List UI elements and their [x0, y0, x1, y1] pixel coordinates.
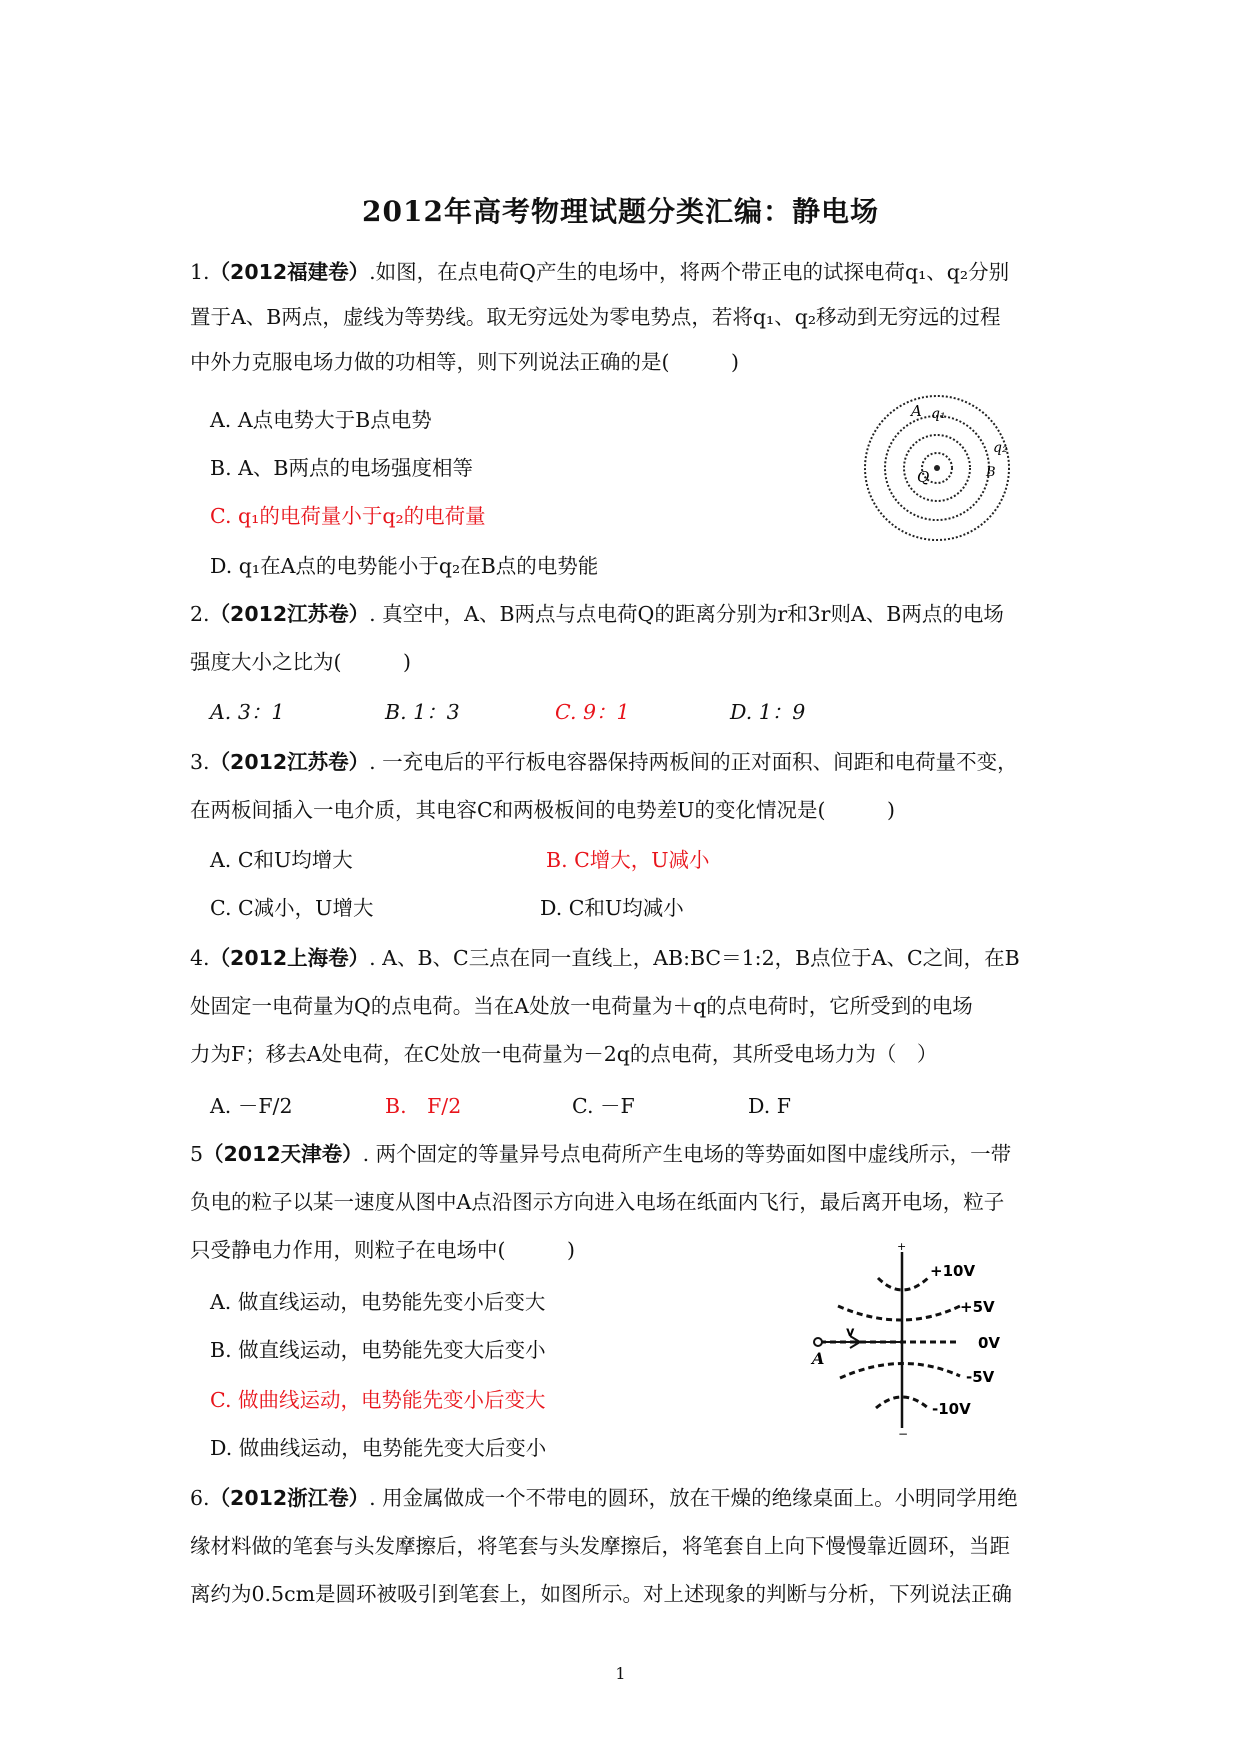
q1-line-2: 置于A、B两点，虚线为等势线。取无穷远处为零电势点，若将q₁、q₂移动到无穷远的过程: [190, 305, 1001, 329]
q5-minus-sign: −: [898, 1427, 909, 1440]
q3-option-a: A. C和U均增大: [210, 848, 353, 872]
q1-label-b: B: [986, 465, 996, 480]
q1-option-c: C. q₁的电荷量小于q₂的电荷量: [210, 504, 486, 528]
q5-line-1: [190, 1140, 1011, 1168]
q3-line-1: [190, 748, 1018, 776]
q2-option-b: B. 1：3: [385, 700, 460, 724]
page-title: 2012年高考物理试题分类汇编：静电场: [362, 195, 879, 228]
q3-stem-1: . 一充电后的平行板电容器保持两板间的正对面积、间距和电荷量不变，: [369, 750, 1018, 774]
q6-line-1: [190, 1484, 1018, 1512]
q3-option-c: C. C减小，U增大: [210, 896, 374, 920]
q6-line-3: 离约为0.5cm是圆环被吸引到笔套上，如图所示。对上述现象的判断与分析，下列说法正确: [190, 1582, 1013, 1606]
q5-label-plus5v: +5V: [960, 1298, 995, 1316]
q2-line-2: 强度大小之比为( ): [190, 650, 411, 674]
q1-equipotential-figure: [855, 390, 1020, 545]
q1-line-1: [190, 258, 1009, 286]
q1-label-q1: q₁: [931, 406, 946, 422]
q4-option-b: B. F/2: [385, 1094, 462, 1118]
q3-source: （2012江苏卷）: [209, 750, 370, 774]
q6-line-2: 缘材料做的笔套与头发摩擦后，将笔套与头发摩擦后，将笔套自上向下慢慢靠近圆环，当距: [190, 1534, 1010, 1558]
q5-plus-sign: +: [897, 1240, 907, 1253]
q5-point-a: [814, 1338, 822, 1346]
q5-option-c: C. 做曲线运动，电势能先变小后变大: [210, 1388, 546, 1412]
q2-source: （2012江苏卷）: [209, 602, 370, 626]
q5-label-minus5v: -5V: [966, 1368, 995, 1386]
q3-option-b: B. C增大，U减小: [546, 848, 710, 872]
page-number: 1: [615, 1664, 626, 1683]
q5-equipotential-figure: [810, 1240, 1040, 1440]
q2-option-c: C. 9：1: [555, 700, 630, 724]
q3-number: 3.: [190, 750, 210, 774]
q5-label-0v: 0V: [978, 1334, 1001, 1352]
q1-source: （2012福建卷）: [209, 260, 370, 284]
q1-stem-1: .如图，在点电荷Q产生的电场中，将两个带正电的试探电荷q₁、q₂分别: [369, 260, 1010, 284]
q1-line-3: 中外力克服电场力做的功相等，则下列说法正确的是( ): [190, 350, 739, 374]
q4-number: 4.: [190, 946, 210, 970]
q1-option-a: A. A点电势大于B点电势: [210, 408, 432, 432]
q5-label-plus10v: +10V: [930, 1262, 976, 1280]
q2-line-1: [190, 600, 1004, 628]
q5-label-minus10v: -10V: [932, 1400, 971, 1418]
q2-option-d: D. 1：9: [730, 700, 806, 724]
q1-number: 1.: [190, 260, 210, 284]
q4-source: （2012上海卷）: [209, 946, 370, 970]
q5-option-d: D. 做曲线运动，电势能先变大后变小: [210, 1436, 547, 1460]
q1-charge-dot: [934, 465, 940, 471]
q5-label-a: A: [812, 1349, 825, 1368]
q5-number: 5: [190, 1142, 204, 1166]
q1-label-q: Q: [917, 468, 930, 486]
q4-option-a: A. －F/2: [210, 1094, 293, 1118]
q1-option-b: B. A、B两点的电场强度相等: [210, 456, 473, 480]
q1-label-q2: q₂: [993, 440, 1008, 456]
q2-stem-1: . 真空中，A、B两点与点电荷Q的距离分别为r和3r则A、B两点的电场: [369, 602, 1004, 626]
q5-label-v: v: [846, 1325, 855, 1340]
q4-line-1: [190, 944, 1020, 972]
q3-line-2: 在两板间插入一电介质，其电容C和两极板间的电势差U的变化情况是( ): [190, 798, 895, 822]
q2-option-a: A. 3：1: [210, 700, 285, 724]
q6-source: （2012浙江卷）: [209, 1486, 370, 1510]
q4-stem-1: . A、B、C三点在同一直线上，AB:BC＝1:2，B点位于A、C之间，在B: [369, 946, 1020, 970]
q1-label-a: A: [911, 402, 922, 420]
q5-source: （2012天津卷）: [203, 1142, 363, 1166]
q6-stem-1: . 用金属做成一个不带电的圆环，放在干燥的绝缘桌面上。小明同学用绝: [369, 1486, 1018, 1510]
q5-option-a: A. 做直线运动，电势能先变小后变大: [210, 1290, 546, 1314]
q4-option-d: D. F: [748, 1094, 791, 1118]
q2-number: 2.: [190, 602, 210, 626]
q5-stem-1: . 两个固定的等量异号点电荷所产生电场的等势面如图中虚线所示，一带: [362, 1142, 1012, 1166]
q3-option-d: D. C和U均减小: [540, 896, 684, 920]
q4-option-c: C. －F: [572, 1094, 635, 1118]
q4-line-2: 处固定一电荷量为Q的点电荷。当在A处放一电荷量为＋q的点电荷时，它所受到的电场: [190, 994, 973, 1018]
q5-line-3: 只受静电力作用，则粒子在电场中( ): [190, 1238, 575, 1262]
q4-line-3: 力为F；移去A处电荷，在C处放一电荷量为－2q的点电荷，其所受电场力为（ ）: [190, 1042, 938, 1066]
q1-option-d: D. q₁在A点的电势能小于q₂在B点的电势能: [210, 554, 599, 578]
q5-option-b: B. 做直线运动，电势能先变大后变小: [210, 1338, 546, 1362]
q6-number: 6.: [190, 1486, 210, 1510]
q5-line-2: 负电的粒子以某一速度从图中A点沿图示方向进入电场在纸面内飞行，最后离开电场，粒子: [190, 1190, 1005, 1214]
